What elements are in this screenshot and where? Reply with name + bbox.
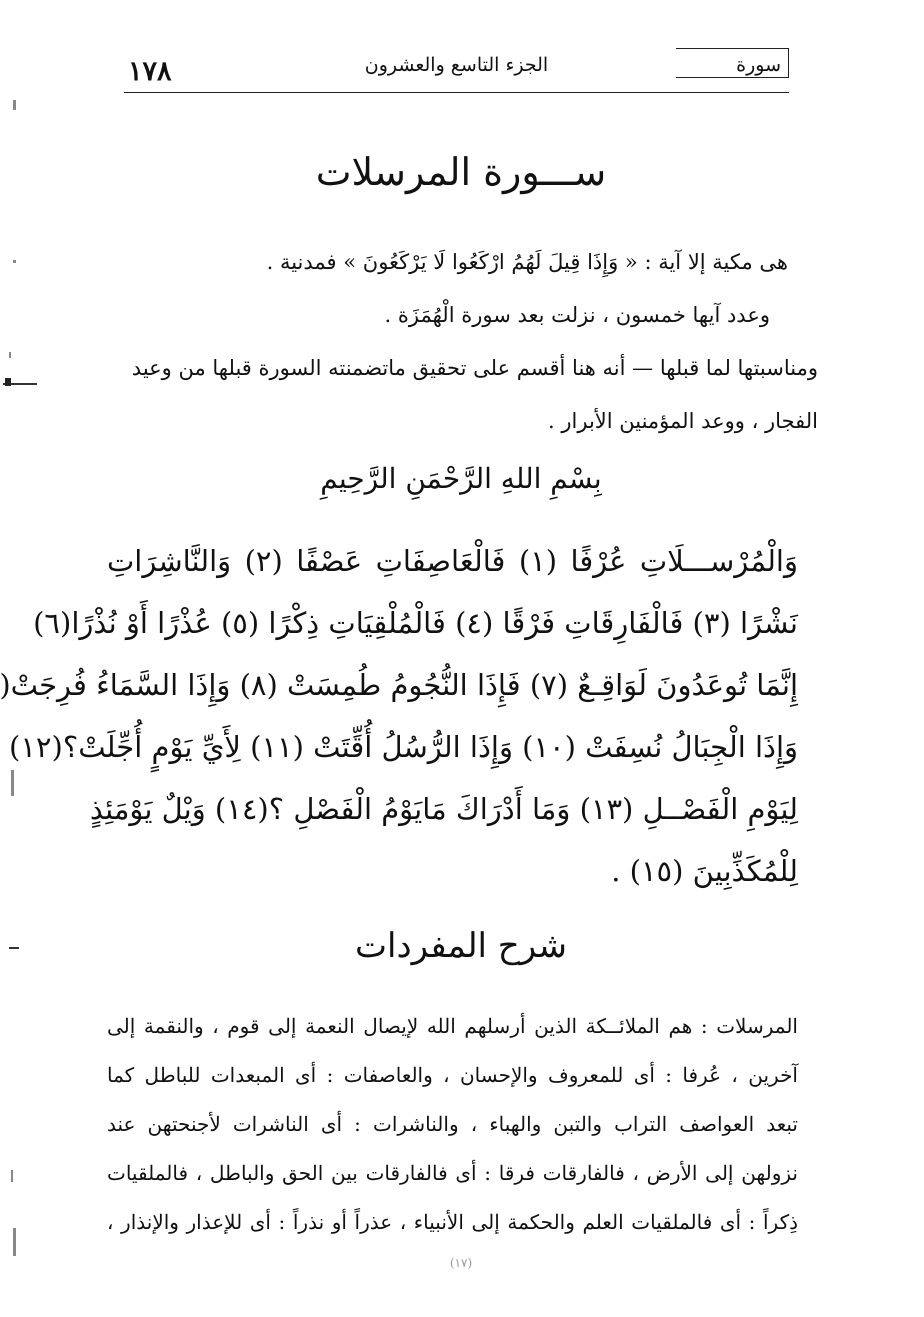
- basmala: بِسْمِ اللهِ الرَّحْمَنِ الرَّحِيمِ: [321, 462, 603, 495]
- page-number: ١٧٨: [129, 56, 173, 87]
- margin-speck: [14, 100, 17, 110]
- intro-line: الفجار ، ووعد المؤمنين الأبرار .: [549, 409, 819, 433]
- glossary-line: آخرين ، عُرفا : أى للمعروف والإحسان ، والعاصفات : أى المبعدات للباطل كما: [108, 1063, 799, 1087]
- quran-verses: [0, 530, 799, 902]
- surah-label: سورة: [737, 54, 782, 76]
- verse-line: نَشْرًا (٣) فَالْفَارِقَاتِ فَرْقًا (٤) فَالْمُلْقِيَاتِ ذِكْرًا (٥) عُذْرًا أَوْ نُذْرًا(٦): [34, 606, 799, 640]
- footer-mark: (١٧): [450, 1256, 474, 1270]
- surah-title: ســـورة المرسلات: [316, 150, 608, 194]
- verse-line: لِيَوْمِ الْفَصْــلِ (١٣) وَمَا أَدْرَاكَ مَايَوْمُ الْفَصْلِ ؟(١٤) وَيْلٌ يَوْمَئِذٍ: [90, 792, 799, 826]
- vocabulary-explanation: [108, 1002, 799, 1247]
- verse-line: إِنَّمَا تُوعَدُونَ لَوَاقِـعٌ (٧) فَإِذَا النُّجُومُ طُمِسَتْ (٨) وَإِذَا السَّمَاءُ فُرِجَتْ(: [0, 668, 799, 702]
- running-header: [125, 48, 790, 93]
- margin-speck: [12, 1170, 14, 1182]
- margin-speck: [14, 1228, 17, 1256]
- glossary-line: نزولهن إلى الأرض ، فالفارقات فرقا : أى فالفارقات بين الحق والباطل ، فالملقيات: [108, 1161, 799, 1185]
- glossary-line: تبعد العواصف التراب والتبن والهباء ، والناشرات : أى الناشرات لأجنحتهن عند: [108, 1112, 799, 1136]
- part-title: الجزء التاسع والعشرون: [365, 54, 550, 76]
- glossary-line: المرسلات : هم الملائــكة الذين أرسلهم الله لإيصال النعمة إلى قوم ، والنقمة إلى: [108, 1014, 799, 1038]
- margin-speck: [10, 352, 12, 358]
- intro-line: ومناسبتها لما قبلها — أنه هنا أقسم على تحقيق ماتضمنته السورة قبلها من وعيد: [132, 356, 819, 380]
- margin-speck: [6, 378, 12, 386]
- intro-line: وعدد آيها خمسون ، نزلت بعد سورة الْهُمَزَة .: [385, 303, 771, 327]
- margin-speck: [14, 260, 17, 263]
- intro-line: هى مكية إلا آية : « وَإِذَا قِيلَ لَهُمُ ارْكَعُوا لَا يَرْكَعُونَ » فمدنية .: [267, 250, 789, 274]
- glossary-line: ذِكراً : أى فالملقيات العلم والحكمة إلى الأنبياء ، عذراً أو نذراً : أى للإعذار والإنذار ،: [108, 1210, 799, 1234]
- verse-line: وَالْمُرْســـلَاتِ عُرْفًا (١) فَالْعَاصِفَاتِ عَصْفًا (٢) وَالنَّاشِرَاتِ: [108, 544, 799, 578]
- section-title: شرح المفردات: [355, 926, 569, 966]
- surah-intro: [120, 236, 819, 448]
- verse-line: وَإِذَا الْجِبَالُ نُسِفَتْ (١٠) وَإِذَا الرُّسُلُ أُقِّتَتْ (١١) لِأَيِّ يَوْمٍ أُجِّلَتْ؟(١٢): [10, 730, 799, 764]
- verse-line: لِلْمُكَذِّبِينَ (١٥) .: [612, 854, 799, 888]
